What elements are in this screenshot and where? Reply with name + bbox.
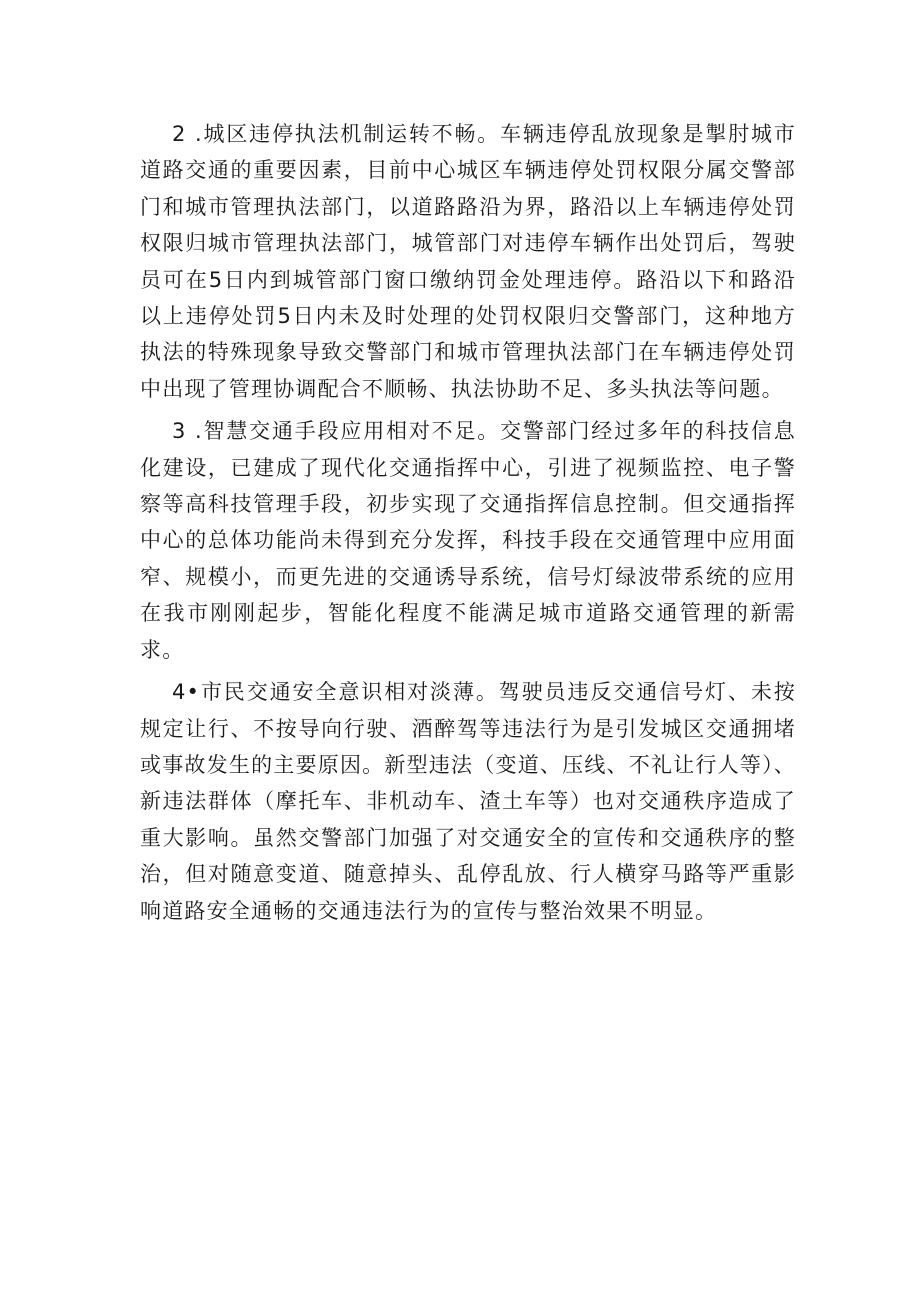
document-body [140,116,796,935]
paragraph-illegal-parking-enforcement: 2 .城区违停执法机制运转不畅。车辆违停乱放现象是掣肘城市道路交通的重要因素，目前中心城区车辆违停处罚权限分属交警部门和城市管理执法部门，以道路路沿为界，路沿以上车辆违停处罚权限归城市管理执法部门，城管部门对违停车辆作出处罚后，驾驶员可在5日内到城管部门窗口缴纳罚金处理违停。路沿以下和路沿以上违停处罚5日内未及时处理的处罚权限归交警部门，这种地方执法的特殊现象导致交警部门和城市管理执法部门在车辆违停处罚中出现了管理协调配合不顺畅、执法协助不足、多头执法等问题。 [140,122,796,401]
paragraph-smart-traffic: 3 .智慧交通手段应用相对不足。交警部门经过多年的科技信息化建设，已建成了现代化交通指挥中心，引进了视频监控、电子警察等高科技管理手段，初步实现了交通指挥信息控制。但交通指挥中心的总体功能尚未得到充分发挥，科技手段在交通管理中应用面窄、规模小，而更先进的交通诱导系统，信号灯绿波带系统的应用在我市刚刚起步，智能化程度不能满足城市道路交通管理的新需求。 [140,419,796,662]
paragraph-safety-awareness: 4•市民交通安全意识相对淡薄。驾驶员违反交通信号灯、未按规定让行、不按导向行驶、酒醉驾等违法行为是引发城区交通拥堵或事故发生的主要原因。新型违法（变道、压线、不礼让行人等）、新违法群体（摩托车、非机动车、渣土车等）也对交通秩序造成了重大影响。虽然交警部门加强了对交通安全的宣传和交通秩序的整治，但对随意变道、随意掉头、乱停乱放、行人横穿马路等严重影响道路安全通畅的交通违法行为的宣传与整治效果不明显。 [140,680,796,923]
